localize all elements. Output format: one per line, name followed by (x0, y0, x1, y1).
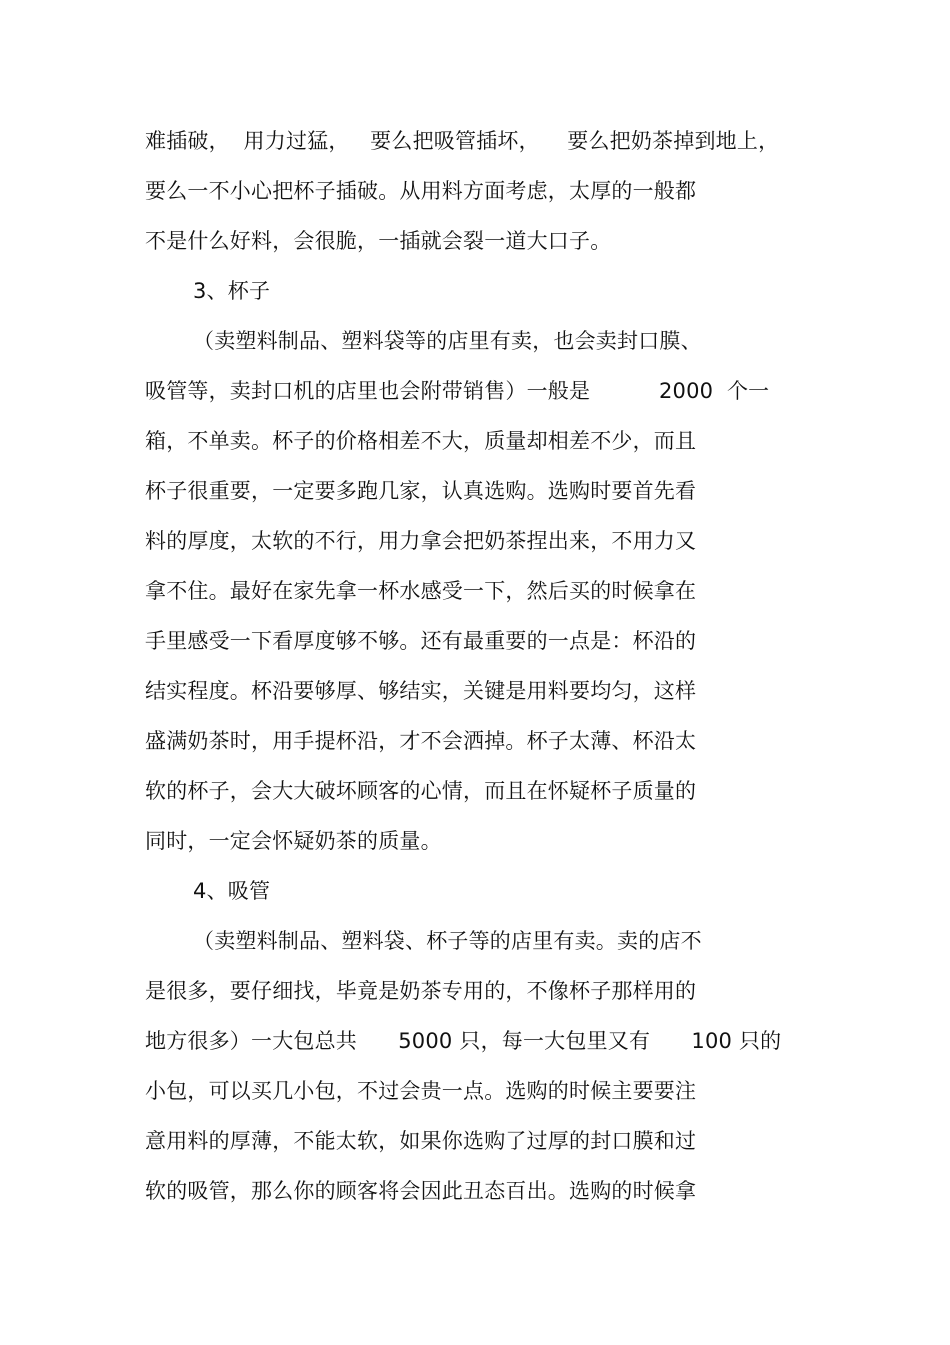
section-heading-cups: 3、杯子 (193, 279, 271, 303)
text-line: 结实程度。杯沿要够厚、够结实，关键是用料要均匀，这样 (145, 679, 697, 703)
text-line: 意用料的厚薄，不能太软，如果你选购了过厚的封口膜和过 (145, 1129, 697, 1153)
text-line: 软的杯子，会大大破坏顾客的心情，而且在怀疑杯子质量的 (145, 779, 697, 803)
text-line: 料的厚度，太软的不行，用力拿会把奶茶捏出来，不用力又 (145, 529, 697, 553)
text-line: 盛满奶茶时，用手提杯沿，才不会洒掉。杯子太薄、杯沿太 (145, 729, 697, 753)
text-line: 要么一不小心把杯子插破。从用料方面考虑，太厚的一般都 (145, 179, 697, 203)
text-line: 不是什么好料，会很脆，一插就会裂一道大口子。 (145, 229, 612, 253)
text-line: 拿不住。最好在家先拿一杯水感受一下，然后买的时候拿在 (145, 579, 697, 603)
text-line: 软的吸管，那么你的顾客将会因此丑态百出。选购的时候拿 (145, 1179, 697, 1203)
text-line: （卖塑料制品、塑料袋、杯子等的店里有卖。卖的店不 (193, 929, 702, 953)
text-line: 难插破， 用力过猛， 要么把吸管插坏， 要么把奶茶掉到地上， (145, 129, 780, 153)
text-line: 是很多，要仔细找，毕竟是奶茶专用的，不像杯子那样用的 (145, 979, 697, 1003)
text-line: 地方很多）一大包总共 5000 只，每一大包里又有 100 只的 (145, 1029, 782, 1053)
text-line: 杯子很重要，一定要多跑几家，认真选购。选购时要首先看 (145, 479, 697, 503)
text-line: 小包，可以买几小包，不过会贵一点。选购的时候主要要注 (145, 1079, 697, 1103)
text-line: 手里感受一下看厚度够不够。还有最重要的一点是：杯沿的 (145, 629, 697, 653)
text-line: （卖塑料制品、塑料袋等的店里有卖，也会卖封口膜、 (193, 329, 702, 353)
text-line: 吸管等，卖封口机的店里也会附带销售）一般是 2000 个一 (145, 379, 770, 403)
text-line: 箱，不单卖。杯子的价格相差不大，质量却相差不少，而且 (145, 429, 697, 453)
section-heading-straws: 4、吸管 (193, 879, 271, 903)
text-line: 同时，一定会怀疑奶茶的质量。 (145, 829, 442, 853)
